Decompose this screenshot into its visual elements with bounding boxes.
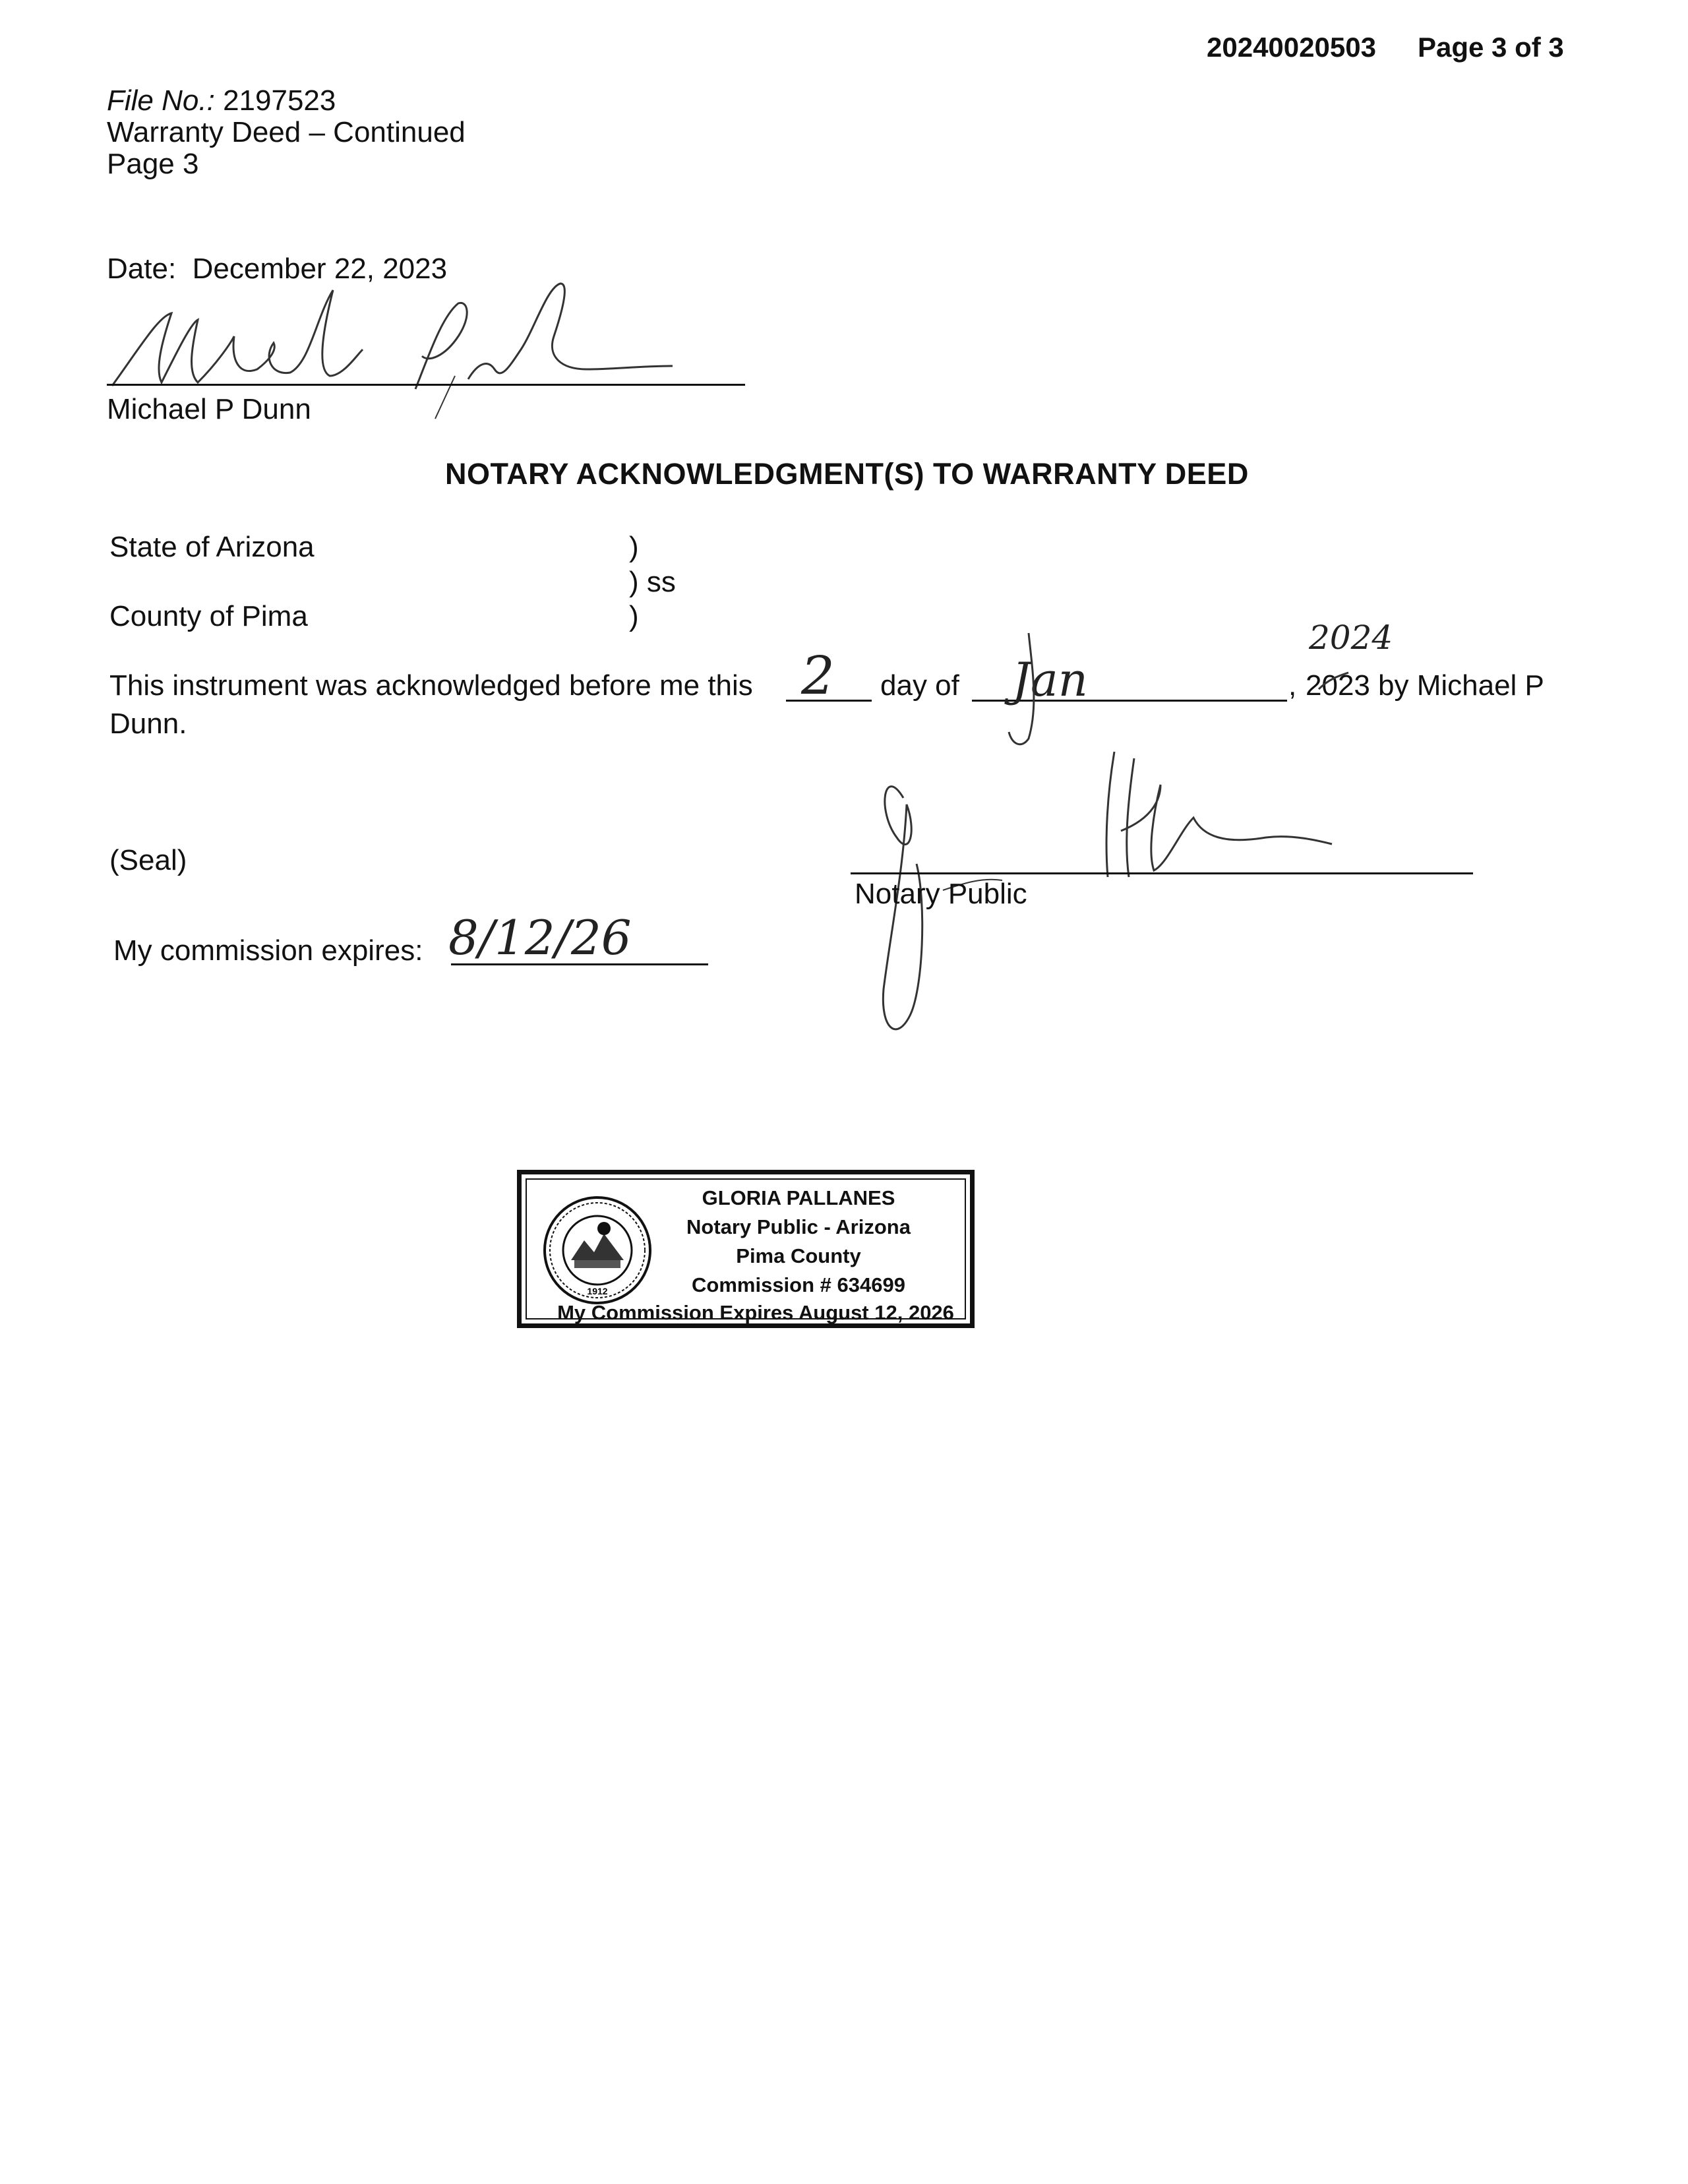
stamp-county: Pima County: [736, 1244, 861, 1267]
stamp-commission: Commission # 634699: [692, 1273, 905, 1296]
recording-number: 20240020503: [1207, 32, 1376, 63]
year-strikethrough: [1302, 666, 1355, 699]
stamp-title: Notary Public - Arizona: [686, 1215, 911, 1238]
date-label: Date:: [107, 253, 177, 285]
file-no: 2197523: [223, 84, 336, 117]
month-flourish: [989, 626, 1068, 752]
county-label: County of Pima: [109, 600, 308, 632]
venue-paren-ss: ) ss: [629, 566, 676, 598]
venue-paren-3: ): [629, 600, 639, 632]
notary-stamp: [517, 1170, 975, 1328]
file-number-line: [107, 84, 336, 118]
handwritten-month: Jan: [1012, 653, 1088, 707]
notary-signature-line: [851, 872, 1473, 874]
handwritten-expiry: 8/12/26: [448, 910, 632, 965]
by-name: by Michael P: [1378, 669, 1544, 702]
stamp-expires: My Commission Expires August 12, 2026: [557, 1301, 954, 1324]
name-continued: Dunn.: [109, 708, 187, 740]
printed-year: 2023: [1306, 669, 1370, 702]
page-label: Page 3 of 3: [1418, 32, 1564, 63]
seal-year: 1912: [587, 1286, 608, 1296]
state-label: State of Arizona: [109, 531, 315, 563]
date-value: December 22, 2023: [192, 253, 448, 285]
acknowledgment-title: NOTARY ACKNOWLEDGMENT(S) TO WARRANTY DEED: [445, 457, 1249, 491]
doc-title: Warranty Deed – Continued: [107, 116, 466, 148]
signer-name: Michael P Dunn: [107, 393, 311, 425]
stamp-name: GLORIA PALLANES: [702, 1186, 895, 1209]
handwritten-day: 2: [801, 645, 835, 706]
seal-label: (Seal): [109, 844, 187, 876]
day-of-label: day of: [880, 669, 959, 702]
venue-paren-1: ): [629, 531, 639, 563]
handwritten-year: 2024: [1309, 619, 1393, 657]
commission-label: My commission expires:: [113, 934, 423, 967]
file-no-label: File No.:: [107, 84, 215, 117]
ack-sentence-start: This instrument was acknowledged before me this: [109, 669, 753, 702]
signer-signature-line: [107, 384, 745, 386]
notary-public-label: Notary Public: [855, 878, 1027, 910]
page-number: Page 3: [107, 148, 199, 180]
comma: ,: [1288, 669, 1297, 702]
